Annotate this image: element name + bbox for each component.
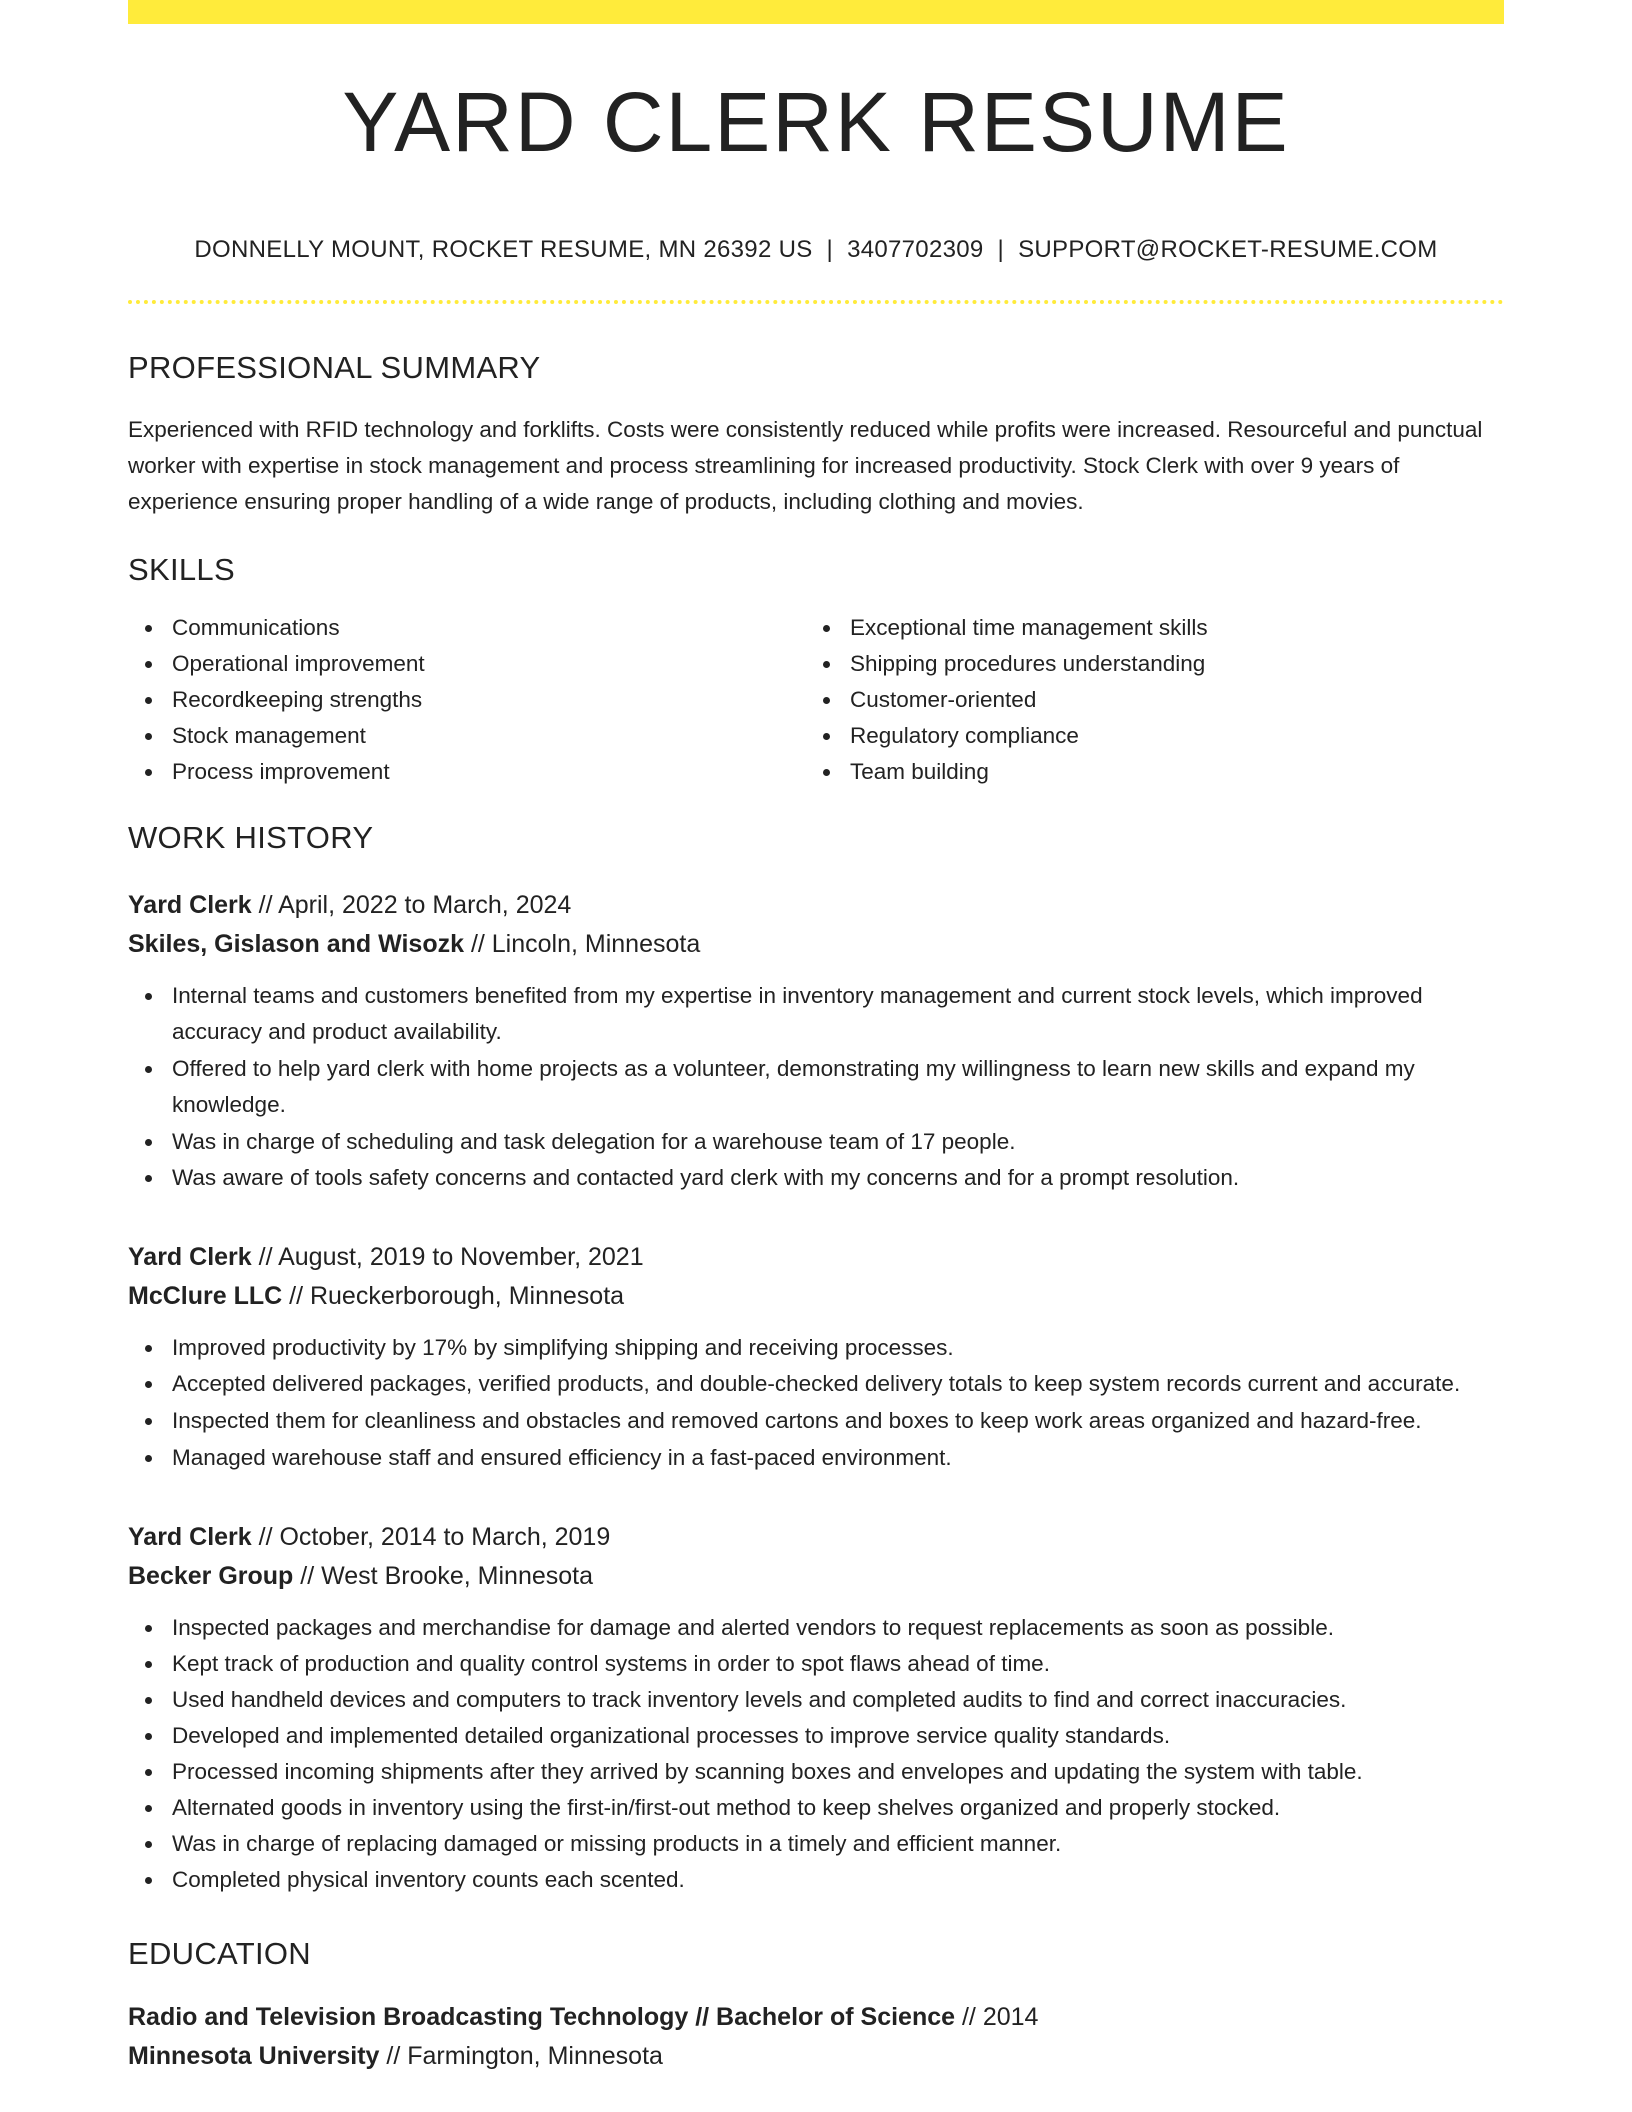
- job-bullet: Was in charge of scheduling and task delegation for a warehouse team of 17 people.: [128, 1124, 1504, 1160]
- job-company-line: [128, 1557, 1504, 1596]
- education-heading: EDUCATION: [128, 1936, 311, 1971]
- education-entry: [128, 1998, 1504, 2076]
- job-title-line: [128, 886, 1504, 925]
- job-entry: [128, 886, 1504, 1196]
- job-company-line: [128, 925, 1504, 964]
- job-title: Yard Clerk: [128, 891, 252, 919]
- job-dates: // October, 2014 to March, 2019: [251, 1523, 611, 1551]
- education-location: // Farmington, Minnesota: [379, 2042, 663, 2070]
- skills-heading: SKILLS: [128, 552, 235, 587]
- contact-separator: |: [826, 236, 834, 263]
- skill-item: Customer-oriented: [806, 682, 1484, 718]
- contact-separator: |: [997, 236, 1005, 263]
- contact-line: [128, 236, 1504, 264]
- dotted-divider: [128, 300, 1504, 304]
- skills-list: [128, 610, 1504, 790]
- education-degree: Radio and Television Broadcasting Technology // Bachelor of Science: [128, 2003, 956, 2031]
- job-bullets: [128, 1330, 1504, 1476]
- job-bullet: Managed warehouse staff and ensured efficiency in a fast-paced environment.: [128, 1440, 1504, 1476]
- job-bullet: Developed and implemented detailed organizational processes to improve service quality standards.: [128, 1718, 1504, 1754]
- resume-page: [128, 0, 1504, 2076]
- job-bullet: Alternated goods in inventory using the first-in/first-out method to keep shelves organized and properly stocked.: [128, 1790, 1504, 1826]
- skill-item: Recordkeeping strengths: [128, 682, 806, 718]
- job-bullet: Accepted delivered packages, verified products, and double-checked delivery totals to keep system records current and accurate.: [128, 1366, 1504, 1402]
- job-bullet: Inspected them for cleanliness and obstacles and removed cartons and boxes to keep work areas organized and hazard-free.: [128, 1403, 1504, 1439]
- skill-item: Communications: [128, 610, 806, 646]
- skill-item: Stock management: [128, 718, 806, 754]
- job-entry: [128, 1518, 1504, 1898]
- skill-item: Process improvement: [128, 754, 806, 790]
- education-school-line: [128, 2037, 1504, 2076]
- job-bullets: [128, 978, 1504, 1196]
- education-degree-line: [128, 1998, 1504, 2037]
- job-bullet: Was in charge of replacing damaged or missing products in a timely and efficient manner.: [128, 1826, 1504, 1862]
- accent-bar: [128, 0, 1504, 24]
- job-bullet: Improved productivity by 17% by simplifying shipping and receiving processes.: [128, 1330, 1504, 1366]
- job-bullet: Was aware of tools safety concerns and contacted yard clerk with my concerns and for a prompt resolution.: [128, 1160, 1504, 1196]
- contact-email: SUPPORT@ROCKET-RESUME.COM: [1018, 236, 1438, 263]
- contact-phone: 3407702309: [847, 236, 984, 263]
- skill-item: Exceptional time management skills: [806, 610, 1484, 646]
- job-bullet: Used handheld devices and computers to track inventory levels and completed audits to find and correct inaccuracies.: [128, 1682, 1504, 1718]
- skill-item: Regulatory compliance: [806, 718, 1484, 754]
- education-year: // 2014: [955, 2003, 1039, 2031]
- work-history-heading: WORK HISTORY: [128, 820, 374, 855]
- job-bullet: Inspected packages and merchandise for damage and alerted vendors to request replacements as soon as possible.: [128, 1610, 1504, 1646]
- job-company: McClure LLC: [128, 1282, 283, 1310]
- job-dates: // August, 2019 to November, 2021: [251, 1243, 644, 1271]
- job-title: Yard Clerk: [128, 1243, 252, 1271]
- job-location: // Rueckerborough, Minnesota: [282, 1282, 625, 1310]
- education-school: Minnesota University: [128, 2042, 380, 2070]
- skill-item: Team building: [806, 754, 1484, 790]
- skill-item: Operational improvement: [128, 646, 806, 682]
- summary-heading: PROFESSIONAL SUMMARY: [128, 350, 541, 385]
- job-title-line: [128, 1238, 1504, 1277]
- summary-text: Experienced with RFID technology and forklifts. Costs were consistently reduced while profits were increased. Resourceful and punctual worker with expertise in stock management and process streamlining for increased productivity. Stock Clerk with over 9 years of experience ensuring proper handling of a wide range of products, including clothing and movies.: [128, 417, 1483, 514]
- job-bullet: Internal teams and customers benefited from my expertise in inventory management and current stock levels, which improved accuracy and product availability.: [128, 978, 1504, 1050]
- job-title: Yard Clerk: [128, 1523, 252, 1551]
- skill-item: Shipping procedures understanding: [806, 646, 1484, 682]
- job-bullet: Completed physical inventory counts each scented.: [128, 1862, 1504, 1898]
- job-entry: [128, 1238, 1504, 1476]
- job-bullet: Processed incoming shipments after they arrived by scanning boxes and envelopes and updating the system with table.: [128, 1754, 1504, 1790]
- job-company: Becker Group: [128, 1562, 294, 1590]
- job-company: Skiles, Gislason and Wisozk: [128, 930, 464, 958]
- job-bullet: Kept track of production and quality control systems in order to spot flaws ahead of time.: [128, 1646, 1504, 1682]
- job-bullets: [128, 1610, 1504, 1898]
- job-dates: // April, 2022 to March, 2024: [251, 891, 572, 919]
- job-location: // West Brooke, Minnesota: [293, 1562, 594, 1590]
- job-bullet: Offered to help yard clerk with home projects as a volunteer, demonstrating my willingness to learn new skills and expand my knowledge.: [128, 1051, 1504, 1123]
- job-company-line: [128, 1277, 1504, 1316]
- resume-title: YARD CLERK RESUME: [342, 75, 1290, 169]
- contact-address: DONNELLY MOUNT, ROCKET RESUME, MN 26392 US: [194, 236, 813, 263]
- job-location: // Lincoln, Minnesota: [464, 930, 701, 958]
- skills-column-left: [128, 610, 806, 790]
- skills-column-right: [806, 610, 1484, 790]
- job-title-line: [128, 1518, 1504, 1557]
